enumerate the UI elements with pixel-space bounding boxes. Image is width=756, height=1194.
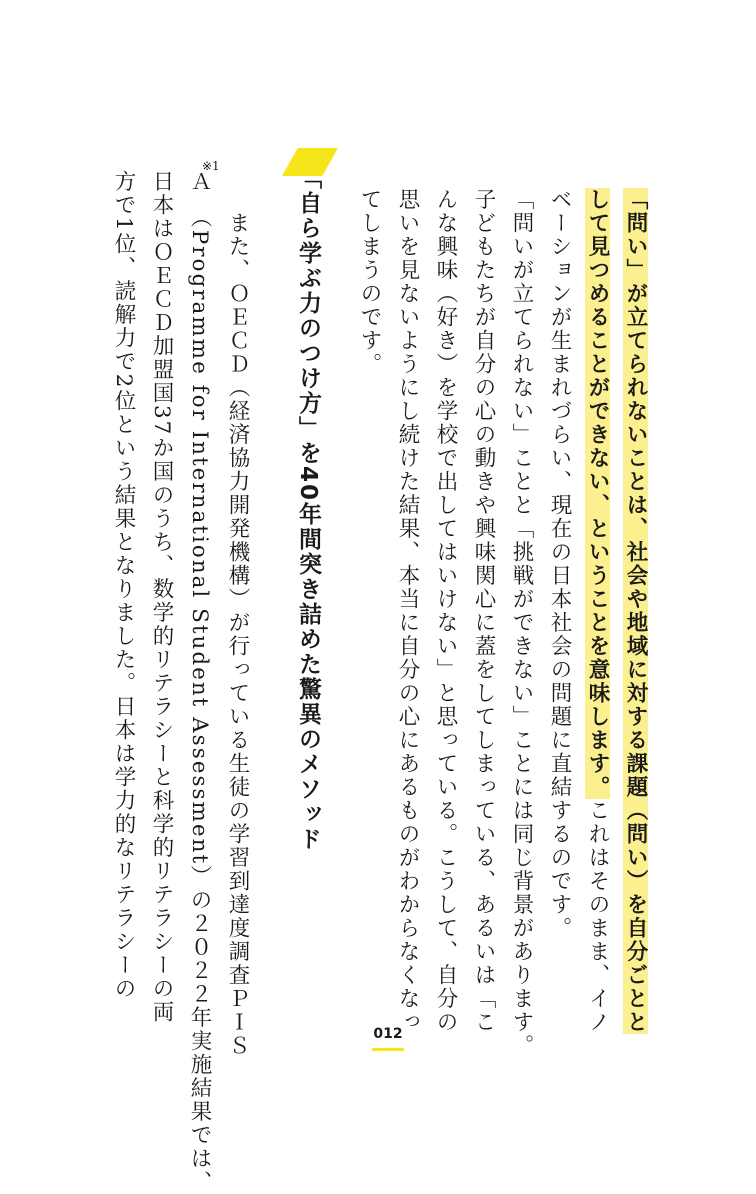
body-text: また、ＯＥＣＤ（経済協力開発機構）が行っている生徒の学習到達度調査ＰＩＳ: [225, 188, 250, 1058]
body-column-2: [578, 188, 616, 1034]
footnote-mark: ※1: [202, 159, 220, 173]
body-text: 日本はＯＥＣＤ加盟国37か国のうち、数学的リテラシーと科学的リテラシーの両: [149, 170, 174, 1024]
body-text: 思いを見ないようにし続けた結果、本当に自分の心にあるものがわからなくなっ: [395, 188, 420, 1034]
body-text: ベーションが生まれづらい、現在の日本社会の問題に直結するのです。: [547, 188, 572, 940]
body-column-8: [350, 188, 388, 376]
body-column-1: [616, 188, 654, 1034]
body2-column-1: [218, 188, 256, 1058]
body2-column-2: [180, 170, 218, 1194]
body-text: これはそのまま、イノ: [585, 799, 610, 1034]
body-text: 「問いが立てられない」ことと「挑戦ができない」ことには同じ背景があります。: [509, 188, 534, 1058]
highlighted-text: 「問い」が立てられないことは、社会や地域に対する課題（問い）を自分ごとと: [623, 188, 648, 1034]
body-column-3: [540, 188, 578, 940]
body2-column-3: [142, 170, 180, 1024]
body-text: 方で1位、読解力で2位という結果となりました。日本は学力的なリテラシーの: [111, 170, 136, 1001]
body-column-4: [502, 188, 540, 1058]
body-text: Ａ （Programme for International Student Assessment）の２０２２年実施結果では、: [187, 170, 212, 1194]
body-column-6: [426, 188, 464, 1034]
body-text: んな興味（好き）を学校で出してはいけない」と思っている。こうして、自分の: [433, 188, 458, 1034]
body-column-7: [388, 188, 426, 1034]
page-number: 012: [373, 1026, 403, 1042]
highlighted-text: して見つめることができない、ということを意味します。: [585, 188, 610, 799]
body2-column-4: [104, 170, 142, 1000]
body-text: てしまうのです。: [357, 188, 382, 376]
body-column-5: [464, 188, 502, 1034]
section-heading: 「自ら学ぶ力のつけ方」を40年間突き詰めた驚異のメソッド: [295, 166, 321, 853]
body-text: 子どもたちが自分の心の動きや興味関心に蓋をしてしまっている、あるいは「こ: [471, 188, 496, 1034]
page-number-underline: [372, 1048, 404, 1051]
